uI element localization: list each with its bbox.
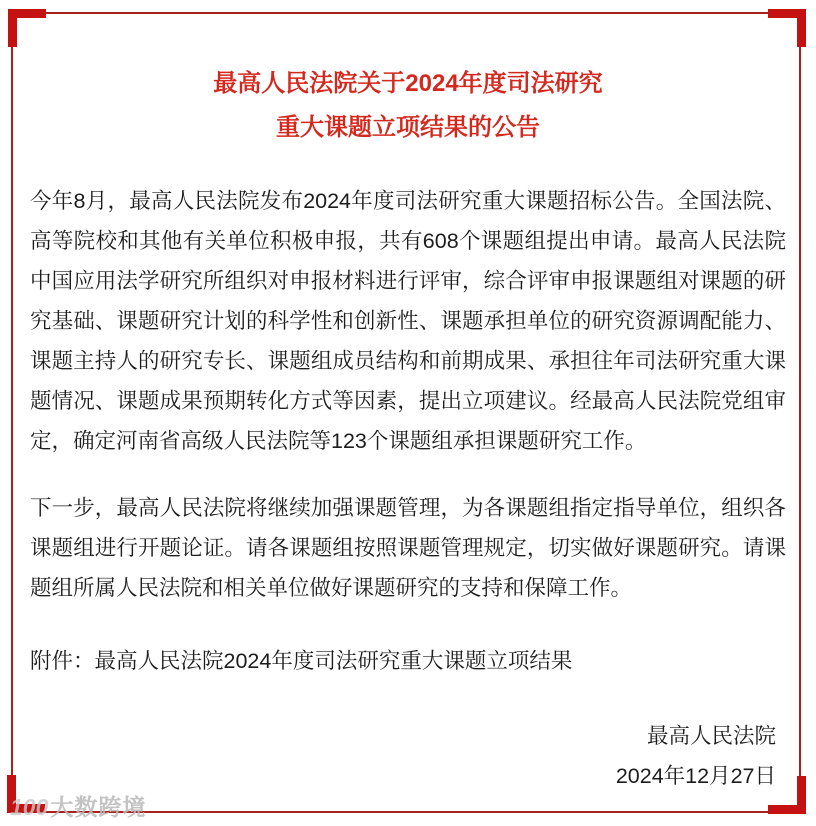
watermark-logo-icon: 100 <box>10 794 49 820</box>
paragraph-application-review: 今年8月，最高人民法院发布2024年度司法研究重大课题招标公告。全国法院、高等院校和其他有关单位积极申报，共有608个课题组提出申请。最高人民法院中国应用法学研究所组织对申报材料进行评审，综合评审申报课题组对课题的研究基础、课题研究计划的科学性和创新性、课题承担单位的研究资源调配能力、课题主持人的研究专长、课题组成员结构和前期成果、承担往年司法研究重大课题情况、课题成果预期转化方式等因素，提出立项建议。经最高人民法院党组审定，确定河南省高级人民法院等123个课题组承担课题研究工作。 <box>30 189 786 453</box>
attachment-line: 附件：最高人民法院2024年度司法研究重大课题立项结果 <box>30 649 573 673</box>
paragraph-next-steps: 下一步，最高人民法院将继续加强课题管理，为各课题组指定指导单位，组织各课题组进行开题论证。请各课题组按照课题管理规定，切实做好课题研究。请课题组所属人民法院和相关单位做好课题研究的支持和保障工作。 <box>30 496 786 600</box>
document-content <box>30 0 786 796</box>
document-title <box>30 62 786 150</box>
signature-block <box>30 716 786 796</box>
document-title-line1: 最高人民法院关于2024年度司法研究 <box>213 70 603 97</box>
signature-date: 2024年12月27日 <box>615 764 776 788</box>
signature-issuer: 最高人民法院 <box>646 724 776 748</box>
watermark-text: 大数跨境 <box>50 794 147 820</box>
document-title-line2: 重大课题立项结果的公告 <box>276 114 540 141</box>
